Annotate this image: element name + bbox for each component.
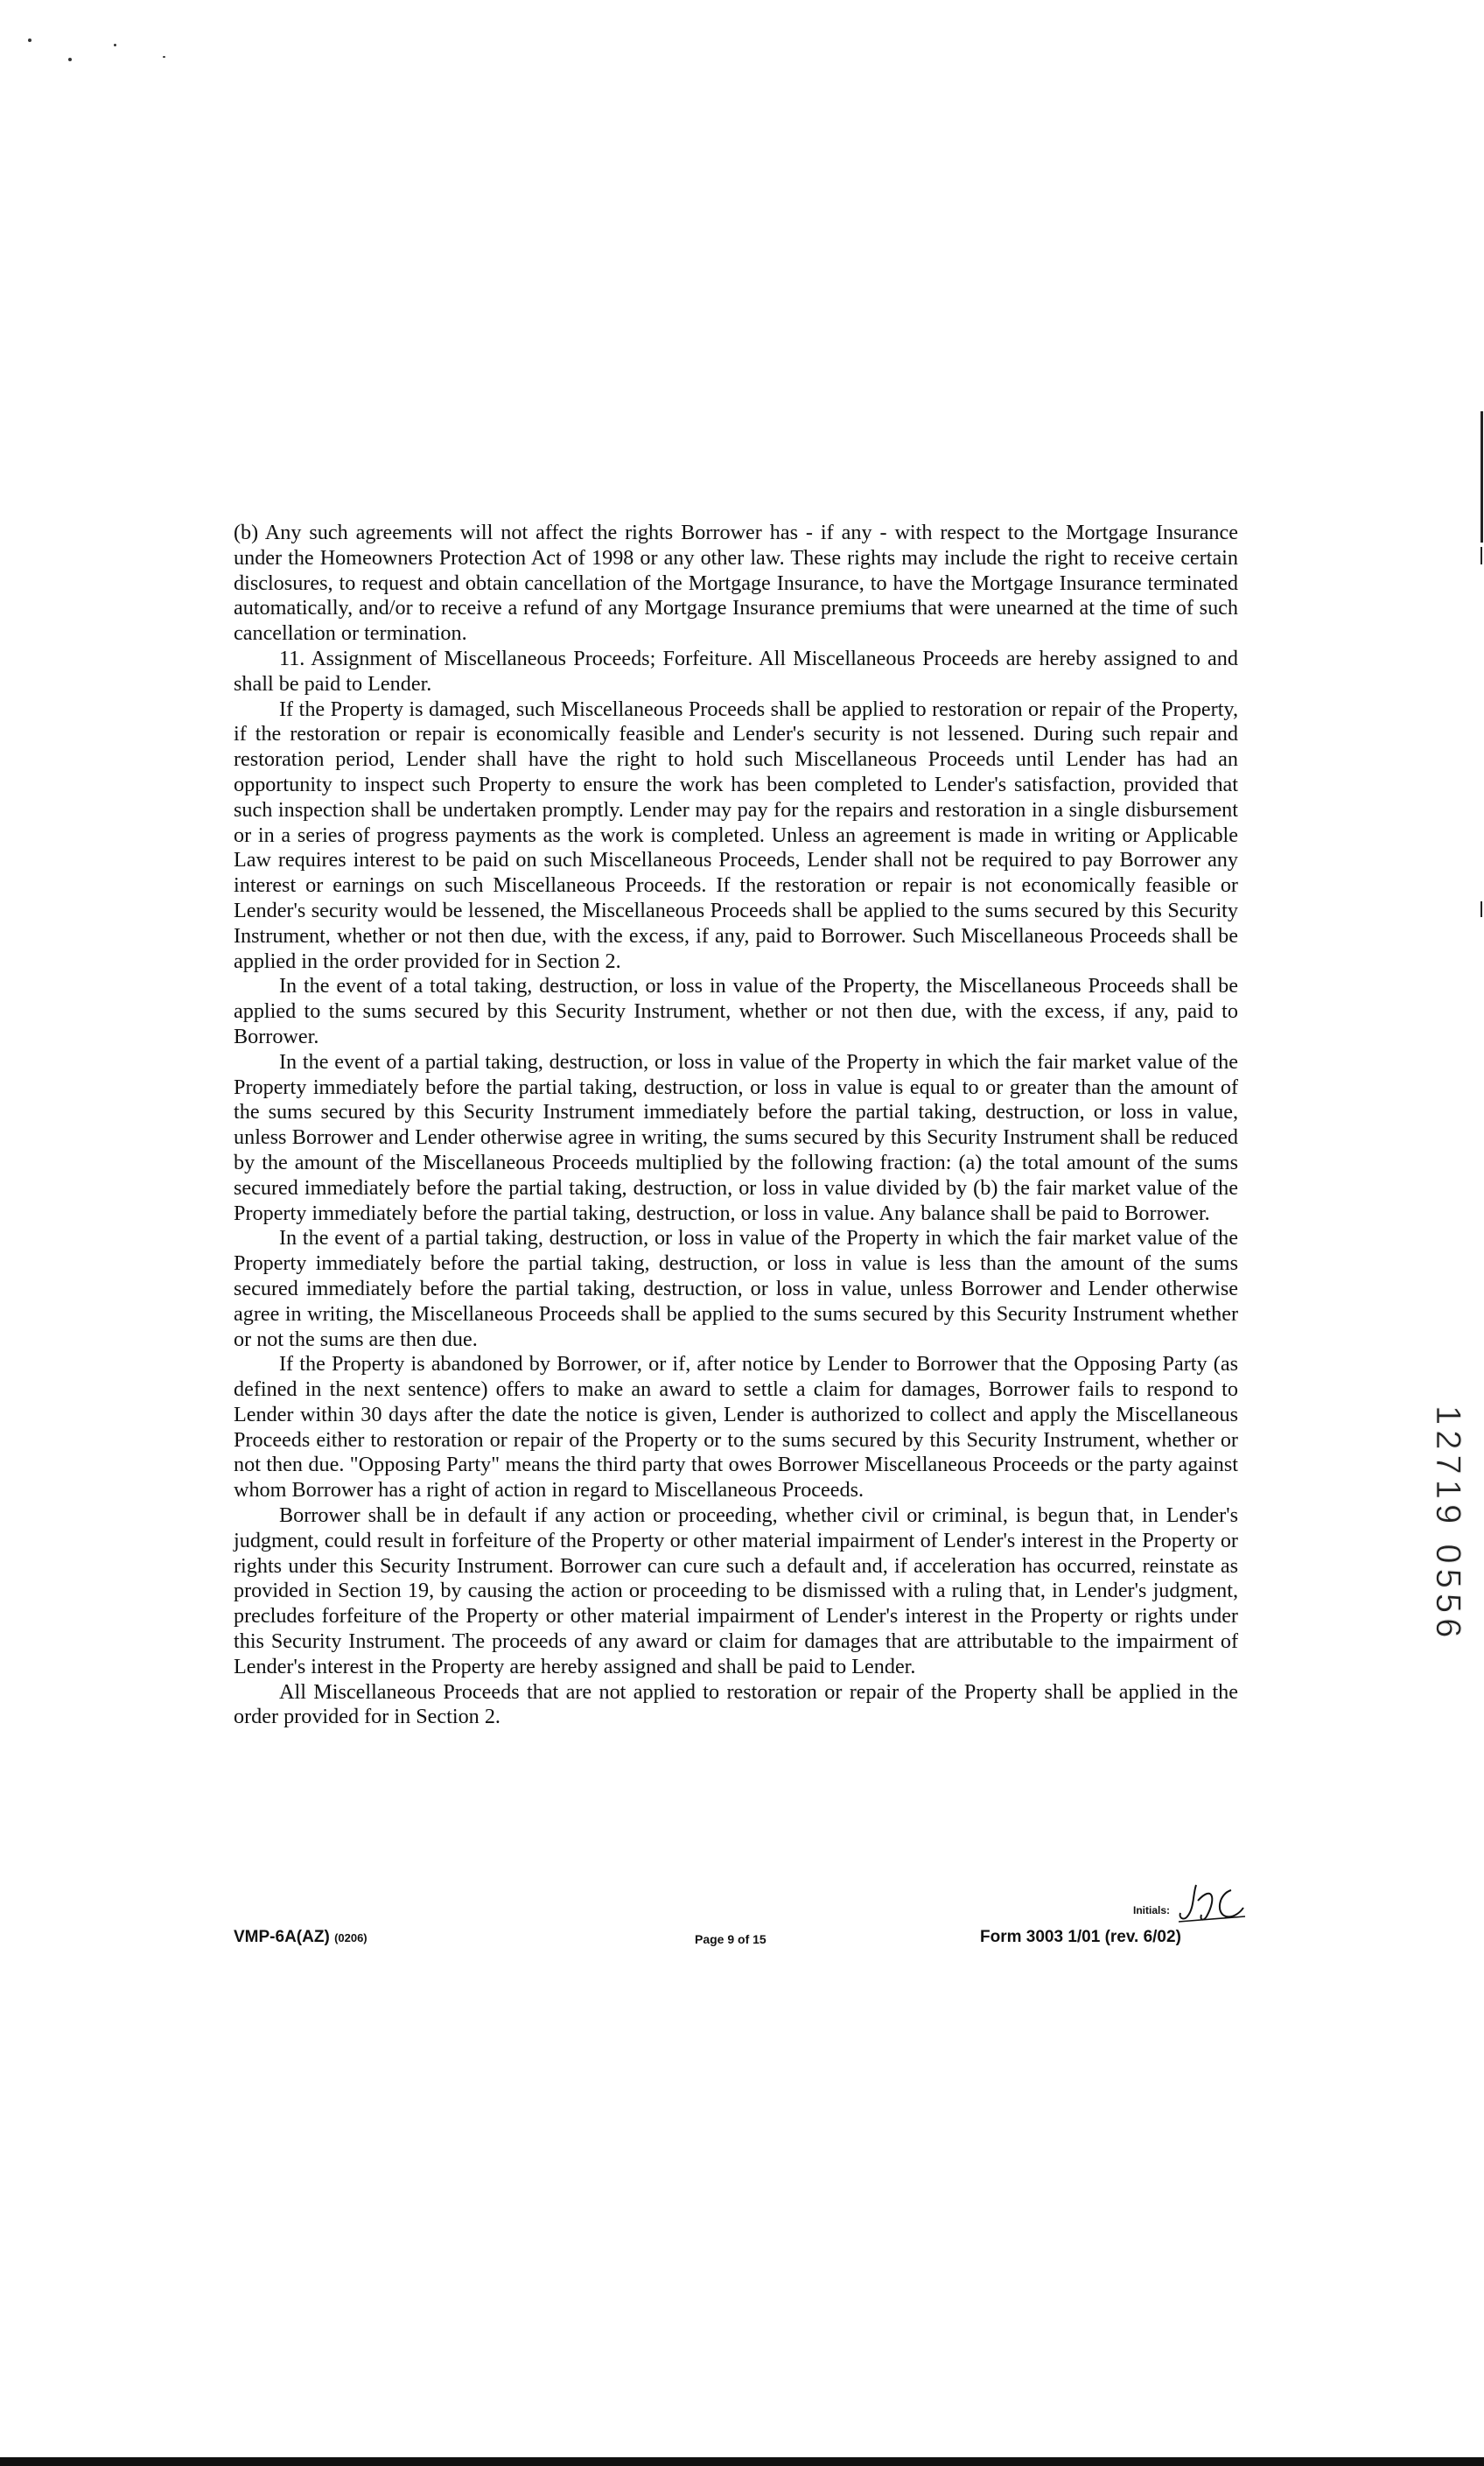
section-text: All Miscellaneous Proceeds are hereby assigned to and shall be paid to Lender.	[234, 646, 1238, 696]
paragraph	[234, 647, 1238, 697]
paragraph: (b) Any such agreements will not affect the rights Borrower has - if any - with respect to the Mortgage Insurance under the Homeowners Protection Act of 1998 or any other law. These rights may include the right to receive certain disclosures, to request and obtain cancellation of the Mortgage Insurance, to have the Mortgage Insurance terminated automatically, and/or to receive a refund of any Mortgage Insurance premiums that were unearned at the time of such cancellation or termination.	[234, 521, 1238, 646]
section-heading: 11. Assignment of Miscellaneous Proceeds; Forfeiture.	[279, 646, 753, 670]
scan-speck	[68, 58, 72, 61]
paragraph: In the event of a total taking, destruction, or loss in value of the Property, the Miscellaneous Proceeds shall be applied to the sums secured by this Security Instrument, whether or not then due, with the excess, if any, paid to Borrower.	[234, 974, 1238, 1048]
form-number: Form 3003 1/01 (rev. 6/02)	[980, 1928, 1181, 1946]
initials-label: Initials:	[1133, 1904, 1171, 1916]
scan-speck	[163, 56, 165, 58]
paragraph: In the event of a partial taking, destruction, or loss in value of the Property in which the fair market value of the Property immediately before the partial taking, destruction, or loss in value is equal to or greater than the amount of the sums secured by this Security Instrument immediately before the partial taking, destruction, or loss in value, unless Borrower and Lender otherwise agree in writing, the sums secured by this Security Instrument shall be reduced by the amount of the Miscellaneous Proceeds multiplied by the following fraction: (a) the total amount of the sums secured immediately before the partial taking, destruction, or loss in value divided by (b) the fair market value of the Property immediately before the partial taking, destruction, or loss in value. Any balance shall be paid to Borrower.	[234, 1049, 1238, 1225]
paragraph: Borrower shall be in default if any action or proceeding, whether civil or criminal, is begun that, in Lender's judgment, could result in forfeiture of the Property or other material impairment of Lender's interest in the Property or rights under this Security Instrument. Borrower can cure such a default and, if acceleration has occurred, reinstate as provided in Section 19, by causing the action or proceeding to be dismissed with a ruling that, in Lender's judgment, precludes forfeiture of the Property or other material impairment of Lender's interest in the Property or rights under this Security Instrument. The proceeds of any award or claim for damages that are attributable to the impairment of Lender's interest in the Property are hereby assigned and shall be paid to Lender.	[234, 1503, 1238, 1678]
form-code	[234, 1928, 368, 1947]
page-number: Page 9 of 15	[695, 1932, 766, 1946]
initials-signature	[1177, 1881, 1247, 1927]
scan-speck	[114, 44, 116, 46]
paragraph: If the Property is damaged, such Miscellaneous Proceeds shall be applied to restoration or repair of the Property, if the restoration or repair is economically feasible and Lender's security is not lessened. During such repair and restoration period, Lender shall have the right to hold such Miscellaneous Proceeds until Lender has had an opportunity to inspect such Property to ensure the work has been completed to Lender's satisfaction, provided that such inspection shall be undertaken promptly. Lender may pay for the repairs and restoration in a single disbursement or in a series of progress payments as the work is completed. Unless an agreement is made in writing or Applicable Law requires interest to be paid on such Miscellaneous Proceeds, Lender shall not be required to pay Borrower any interest or earnings on such Miscellaneous Proceeds. If the restoration or repair is not economically feasible or Lender's security would be lessened, the Miscellaneous Proceeds shall be applied to the sums secured by this Security Instrument, whether or not then due, with the excess, if any, paid to Borrower. Such Miscellaneous Proceeds shall be applied in the order provided for in Section 2.	[234, 697, 1238, 973]
paragraph: In the event of a partial taking, destruction, or loss in value of the Property in which the fair market value of the Property immediately before the partial taking, destruction, or loss in value is less than the amount of the sums secured immediately before the partial taking, destruction, or loss in value, unless Borrower and Lender otherwise agree in writing, the Miscellaneous Proceeds shall be applied to the sums secured by this Security Instrument whether or not the sums are then due.	[234, 1226, 1238, 1351]
scan-edge-mark	[1480, 901, 1482, 917]
scan-speck	[28, 39, 32, 42]
scan-edge-mark	[1480, 547, 1482, 564]
form-code-text: VMP-6A(AZ)	[234, 1928, 330, 1946]
scan-edge-mark	[1480, 411, 1483, 543]
form-code-suffix: (0206)	[334, 1931, 368, 1944]
paragraph: If the Property is abandoned by Borrower, or if, after notice by Lender to Borrower that the Opposing Party (as defined in the next sentence) offers to make an award to settle a claim for damages, Borrower fails to respond to Lender within 30 days after the date the notice is given, Lender is authorized to collect and apply the Miscellaneous Proceeds either to restoration or repair of the Property or to the sums secured by this Security Instrument, whether or not then due. "Opposing Party" means the third party that owes Borrower Miscellaneous Proceeds or the party against whom Borrower has a right of action in regard to Miscellaneous Proceeds.	[234, 1352, 1238, 1503]
document-body	[234, 521, 1238, 1730]
scan-bottom-edge	[0, 2457, 1484, 2466]
recording-number-stamp: 12719 0556	[1429, 1405, 1467, 1643]
paragraph: All Miscellaneous Proceeds that are not applied to restoration or repair of the Property shall be applied in the order provided for in Section 2.	[234, 1679, 1238, 1729]
